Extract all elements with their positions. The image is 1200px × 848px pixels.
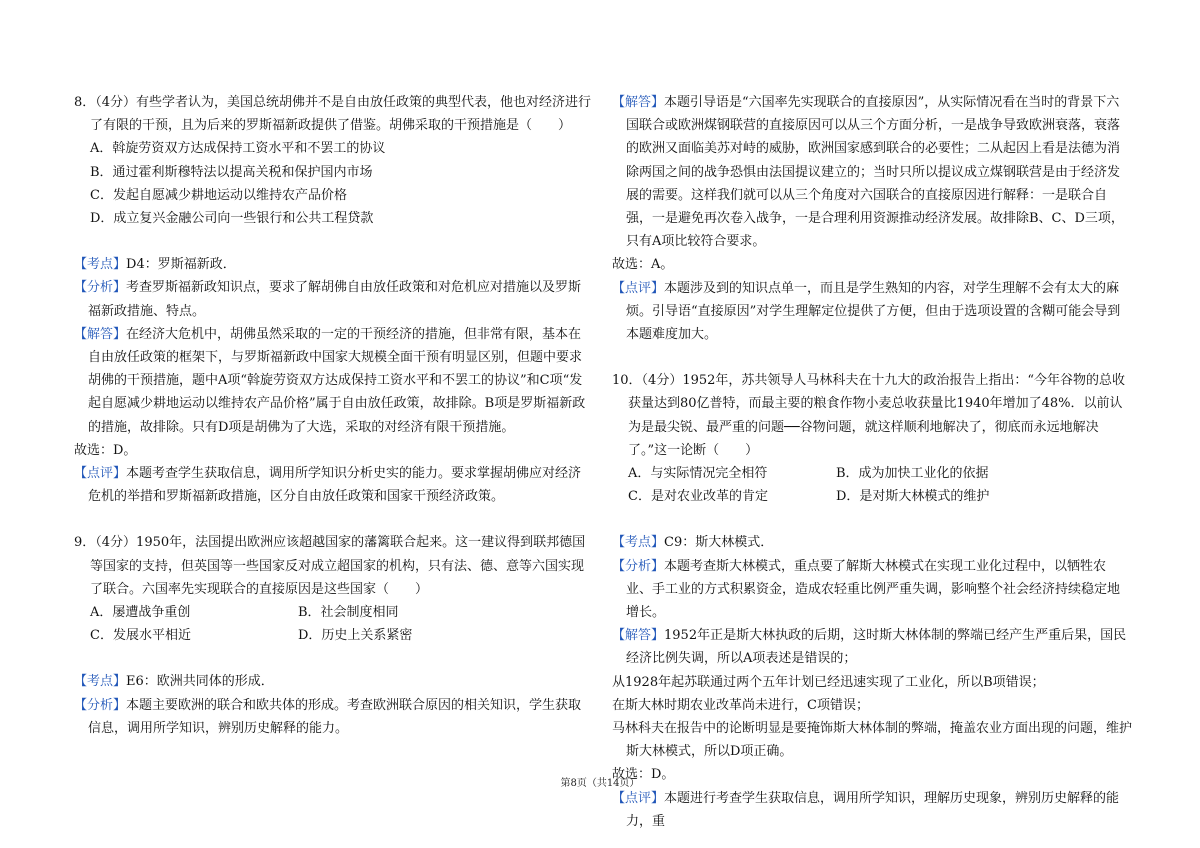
dianping-tag: 【点评】 [74,466,127,482]
q10-kaodian-text: C9：斯大林模式． [664,535,774,551]
q9-dianping-text: 本题涉及到的知识点单一，而且是学生熟知的内容，对学生理解不会有太大的麻烦。引导语“直接原因”对学生理解定位提供了方便，但由于选项设置的含糊可能会导到本题难度加大。 [626,280,1121,343]
q10-option-d: D．是对斯大林模式的维护 [836,489,990,505]
left-column [74,91,592,740]
q10-option-c: C．是对农业改革的肯定 [628,489,768,505]
q10-options-row-2 [612,485,1132,508]
q9-fenxi-text: 本题主要欧洲的联合和欧共体的形成。考查欧洲联合原因的相关知识，学生获取信息，调用所学知识，辨别历史解释的能力。 [88,697,582,736]
q10-jieda-line-b: 从1928年起苏联通过两个五年计划已经迅速实现了工业化，所以B项错误； [612,674,1045,690]
q10-options-row-1 [612,462,1132,485]
q9-option-d: D．历史上关系紧密 [298,628,413,644]
q8-fenxi-text: 考查罗斯福新政知识点，要求了解胡佛自由放任政策和对危机应对措施以及罗斯福新政措施、特点。 [88,280,582,319]
question-8-stem: 8．（4分）有些学者认为，美国总统胡佛并不是自由放任政策的典型代表，他也对经济进行了有限的干预，且为后来的罗斯福新政提供了借鉴。胡佛采取的干预措施是（ ） [74,95,592,134]
q8-answer: 故选：D。 [74,442,137,458]
page-footer: 第8页（共14页） [560,778,640,789]
q10-option-b: B．成为加快工业化的依据 [836,466,989,482]
fenxi-tag: 【分析】 [74,697,127,713]
right-column [612,91,1132,833]
kaodian-tag: 【考点】 [612,535,665,551]
jieda-tag: 【解答】 [612,95,665,110]
q10-dianping-text: 本题进行考查学生获取信息，调用所学知识，理解历史现象，辨别历史解释的能力，重 [626,790,1120,829]
q9-option-a: A．屡遭战争重创 [90,605,191,621]
q8-option-b: B．通过霍利斯穆特法以提高关税和保护国内市场 [90,164,373,180]
q8-jieda-text: 在经济大危机中，胡佛虽然采取的一定的干预经济的措施，但非常有限，基本在自由放任政策的框架下，与罗斯福新政中国家大规模全面干预有明显区别，但题中要求胡佛的干预措施，题中A项“斡旋劳资双方达成保持工资水平和不罢工的协议”和C项“发起自愿减少耕地运动以维持农产品价格”属于自由放任政策，故排除。B项是罗斯福新政的措施，故排除。只有D项是胡佛为了大选，采取的对经济有限干预措施。 [88,326,586,435]
dianping-tag: 【点评】 [612,280,665,296]
q9-kaodian [74,670,592,693]
q10-option-a: A．与实际情况完全相符 [628,466,768,482]
q8-dianping [74,462,592,508]
q9-options-row-1 [74,601,592,624]
q9-options-row-2 [74,624,592,647]
q9-kaodian-text: E6：欧洲共同体的形成． [126,674,274,690]
q8-fenxi [74,276,592,322]
q8-kaodian-text: D4：罗斯福新政． [126,257,236,273]
q9-jieda [612,91,1132,253]
question-10-stem: 10．（4分）1952年，苏共领导人马林科夫在十九大的政治报告上指出：“今年谷物的总收获量达到80亿普特，而最主要的粮食作物小麦总收获量比1940年增加了48%．以前认为是最尖锐、最严重的问题──谷物问题，就这样顺利地解决了，彻底而永远地解决了。”这一论断（ ） [612,373,1126,458]
q10-fenxi-text: 本题考查斯大林模式，重点要了解斯大林模式在实现工业化过程中，以牺牲农业、手工业的方式积累资金，造成农轻重比例严重失调，影响整个社会经济持续稳定地增长。 [626,558,1121,621]
jieda-tag: 【解答】 [612,628,665,644]
q8-jieda [74,323,592,439]
q9-option-c: C．发展水平相近 [90,628,191,644]
q9-dianping [612,277,1132,347]
q8-option-d: D．成立复兴金融公司向一些银行和公共工程贷款 [90,211,374,227]
q10-kaodian [612,531,1132,554]
kaodian-tag: 【考点】 [74,674,127,690]
q8-option-a: A．斡旋劳资双方达成保持工资水平和不罢工的协议 [90,141,386,157]
q10-jieda [612,624,1132,670]
fenxi-tag: 【分析】 [74,280,127,296]
q9-fenxi [74,694,592,740]
kaodian-tag: 【考点】 [74,257,127,273]
jieda-tag: 【解答】 [74,326,127,342]
q10-answer: 故选：D。 [612,767,675,783]
q8-kaodian [74,253,592,276]
q10-jieda-line-c: 在斯大林时期农业改革尚未进行，C项错误； [612,697,869,713]
q10-jieda-text: 1952年正是斯大林执政的后期，这时斯大林体制的弊端已经产生严重后果，国民经济比例失调，所以A项表述是错误的； [626,628,1127,667]
fenxi-tag: 【分析】 [612,558,665,574]
q8-option-c: C．发起自愿减少耕地运动以维持农产品价格 [90,187,347,203]
question-9-stem: 9．（4分）1950年，法国提出欧洲应该超越国家的藩篱联合起来。这一建议得到联邦德国等国家的支持，但英国等一些国家反对成立超国家的机构，只有法、德、意等六国实现了联合。六国率先实现联合的直接原因是这些国家（ ） [74,535,586,597]
q9-answer: 故选：A。 [612,257,674,273]
q8-dianping-text: 本题考查学生获取信息，调用所学知识分析史实的能力。要求掌握胡佛应对经济危机的举措和罗斯福新政措施，区分自由放任政策和国家干预经济政策。 [88,466,582,505]
dianping-tag: 【点评】 [612,790,665,806]
q10-fenxi [612,555,1132,625]
q10-jieda-line-d: 马林科夫在报告中的论断明显是要掩饰斯大林体制的弊端，掩盖农业方面出现的问题，维护斯大林模式，所以D项正确。 [612,721,1133,760]
q10-dianping [612,787,1132,833]
q9-jieda-text: 本题引导语是“六国率先实现联合的直接原因”，从实际情况看在当时的背景下六国联合或欧洲煤钢联营的直接原因可以从三个方面分析，一是战争导致欧洲衰落，衰落的欧洲又面临美苏对峙的威胁，欧洲国家感到联合的必要性；二从起因上看是法德为消除两国之间的战争恐惧由法国提议建立的；当时只所以提议成立煤钢联营是由于经济发展的需要。这样我们就可以从三个角度对六国联合的直接原因进行解释：一是联合自强，一是避免再次卷入战争，一是合理利用资源推动经济发展。故排除B、C、D三项，只有A项比较符合要求。 [626,95,1124,250]
q9-option-b: B．社会制度相同 [298,605,399,621]
